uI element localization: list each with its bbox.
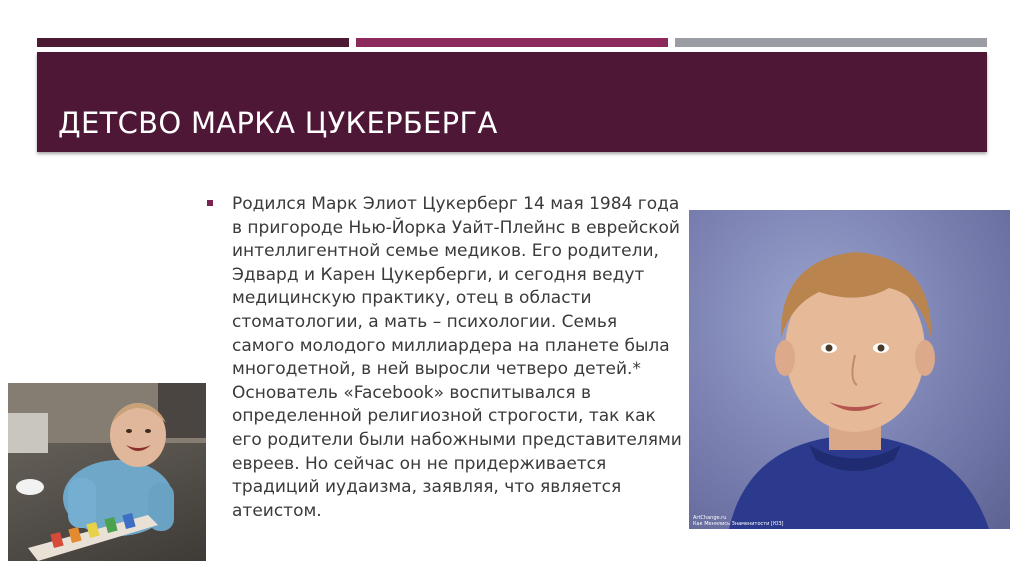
accent-stripe-dark (37, 38, 349, 47)
title-band (37, 52, 987, 152)
boy-portrait-photo (689, 210, 1010, 529)
body-paragraph: Родился Марк Элиот Цукерберг 14 мая 1984 года в пригороде Нью-Йорка Уайт-Плейнс в еврейской интеллигентной семье медиков. Его родители, Эдвард и Карен Цукерберги, и сегодня ведут медицинскую практику, отец в области стоматологии, а мать – психологии. Семья самого молодого миллиардера на планете была многодетной, в ней выросли четверо детей.* Основатель «Facebook» воспитывался в определенной религиозной строгости, так как его родители были набожными представителями евреев. Но сейчас он не придерживается традиций иудаизма, заявляя, что является атеистом. (232, 194, 682, 521)
watermark-line-2: Как Менялись Знаменитости [ЮЗ] (693, 521, 784, 527)
photo-watermark (693, 515, 784, 527)
boy-portrait-illustration (689, 210, 1010, 529)
baby-photo (8, 383, 206, 561)
slide-title: ДЕТСВО МАРКА ЦУКЕРБЕРГА (58, 106, 498, 140)
accent-stripe-magenta (356, 38, 668, 47)
baby-photo-illustration (8, 383, 206, 561)
watermark-line-1: ArtChange.ru (693, 515, 727, 521)
bullet-marker (207, 200, 213, 206)
accent-stripe-gray (675, 38, 987, 47)
